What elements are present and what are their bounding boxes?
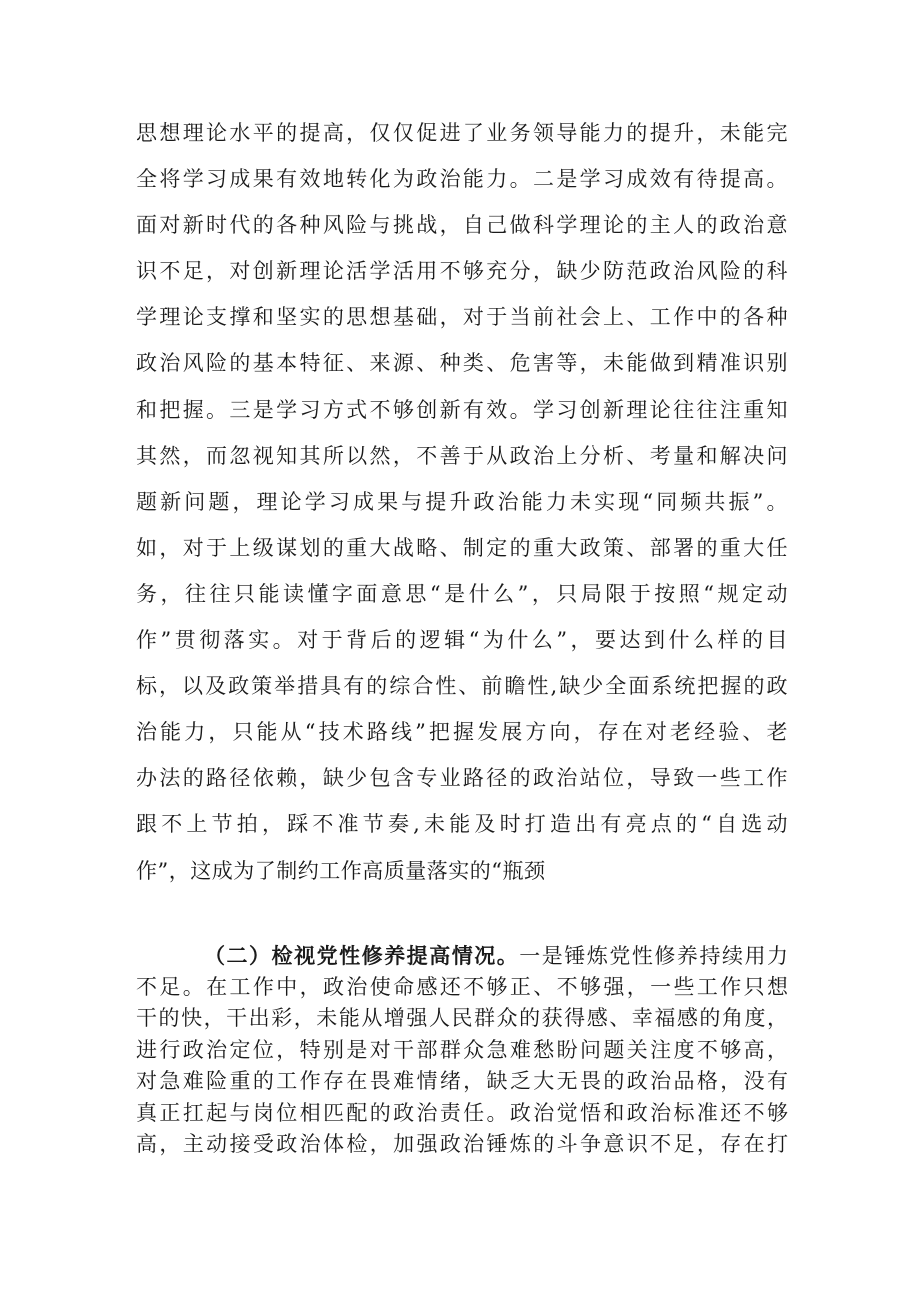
- first-line-text: 一是锤炼党性修养持续用力: [519, 944, 789, 968]
- text-line: 其然，而忽视知其所以然，不善于从政治上分析、考量和解决问: [136, 443, 788, 468]
- text-line: 标，以及政策举措具有的综合性、前瞻性,缺少全面系统把握的政: [136, 674, 788, 699]
- text-line: 务，往往只能读懂字面意思“是什么”，只局限于按照“规定动: [136, 581, 788, 606]
- text-line: 学理论支撑和坚实的思想基础，对于当前社会上、工作中的各种: [136, 305, 788, 330]
- paragraph-party-spirit: [136, 940, 788, 1161]
- text-line: 干的快，干出彩，未能从增强人民群众的获得感、幸福感的角度，: [136, 1006, 788, 1030]
- text-line: 治能力，只能从“技术路线”把握发展方向，存在对老经验、老: [136, 720, 788, 745]
- text-line: 题新问题，理论学习成果与提升政治能力未实现“同频共振”。: [136, 489, 788, 514]
- section-heading: （二）检视党性修养提高情况。: [204, 943, 520, 968]
- text-line: 作”，这成为了制约工作高质量落实的“瓶颈: [136, 858, 546, 883]
- text-line: 不足。在工作中，政治使命感还不够正、不够强，一些工作只想: [136, 974, 788, 999]
- text-line: 政治风险的基本特征、来源、种类、危害等，未能做到精准识别: [136, 351, 788, 376]
- text-line: 对急难险重的工作存在畏难情绪，缺乏大无畏的政治品格，没有: [136, 1069, 788, 1093]
- paragraph-study-issues: [136, 110, 788, 894]
- text-line: 跟不上节拍，踩不准节奏,未能及时打造出有亮点的“自选动: [136, 812, 788, 837]
- text-line: 面对新时代的各种风险与挑战，自己做科学理论的主人的政治意: [136, 213, 788, 238]
- text-line: 和把握。三是学习方式不够创新有效。学习创新理论往往注重知: [136, 397, 788, 422]
- text-line: 高，主动接受政治体检，加强政治锤炼的斗争意识不足，存在打: [136, 1132, 788, 1156]
- text-line: 如，对于上级谋划的重大战略、制定的重大政策、部署的重大任: [136, 535, 788, 560]
- text-line-first: [136, 940, 788, 972]
- text-line: 识不足，对创新理论活学活用不够充分，缺少防范政治风险的科: [136, 259, 788, 284]
- text-line: 真正扛起与岗位相匹配的政治责任。政治觉悟和政治标准还不够: [136, 1100, 788, 1125]
- text-line: 进行政治定位，特别是对干部群众急难愁盼问题关注度不够高，: [136, 1037, 788, 1062]
- text-line: 办法的路径依赖，缺少包含专业路径的政治站位，导致一些工作: [136, 766, 788, 791]
- text-line: 作”贯彻落实。对于背后的逻辑“为什么”，要达到什么样的目: [136, 628, 788, 653]
- text-line: 全将学习成果有效地转化为政治能力。二是学习成效有待提高。: [136, 167, 788, 192]
- text-line: 思想理论水平的提高，仅仅促进了业务领导能力的提升，未能完: [136, 121, 788, 145]
